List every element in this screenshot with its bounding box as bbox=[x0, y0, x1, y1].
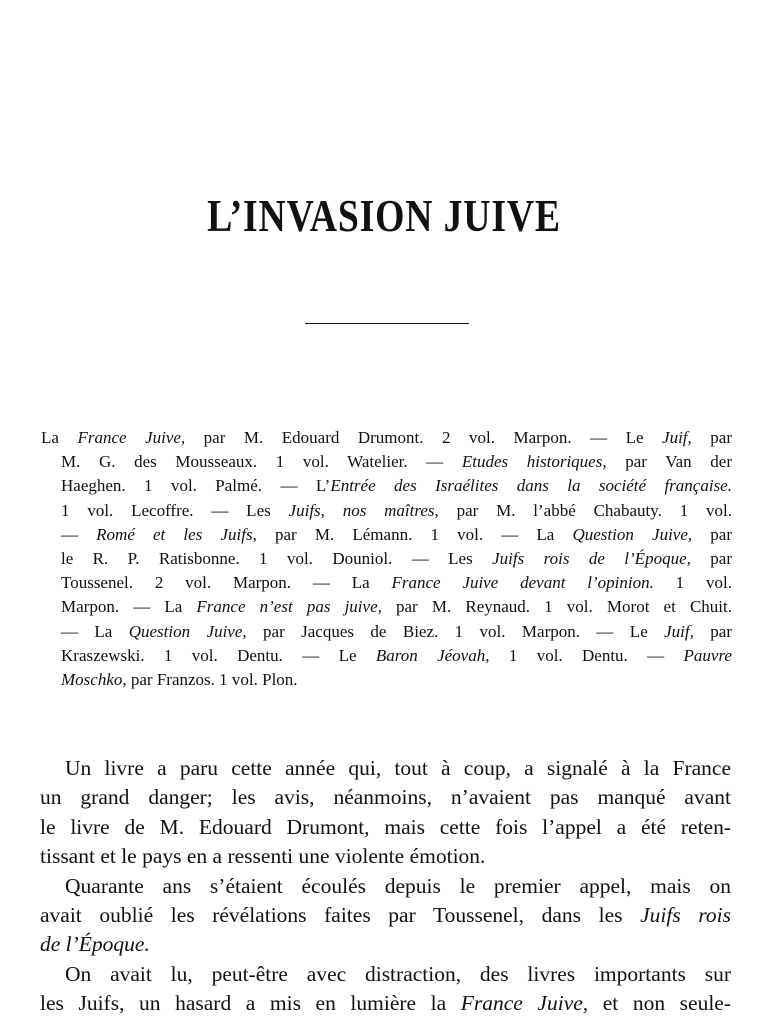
text-run: par Jacques de Biez. 1 vol. Marpon. — Le bbox=[246, 621, 665, 641]
text-run: le livre de M. Edouard Drumont, mais cette fois l’appel a été reten- bbox=[40, 814, 731, 839]
bibliography-note bbox=[41, 426, 733, 692]
italic-title: Etudes historiques, bbox=[461, 452, 607, 472]
text-run: les Juifs, un hasard a mis en lumière la bbox=[40, 991, 461, 1016]
bibliography-line bbox=[61, 571, 732, 595]
page-title: L’INVASION JUIVE bbox=[207, 190, 561, 241]
italic-title: Juifs rois de l’Époque, bbox=[492, 548, 691, 568]
text-run: par Van der bbox=[606, 452, 733, 472]
text-run: le R. P. Ratisbonne. 1 vol. Douniol. — Les bbox=[61, 548, 493, 568]
body-line bbox=[40, 783, 731, 812]
bibliography-line bbox=[61, 499, 732, 523]
body-line bbox=[40, 872, 731, 901]
bibliography-line bbox=[61, 644, 732, 668]
text-run: Kraszewski. 1 vol. Dentu. — Le bbox=[61, 645, 376, 665]
title-divider bbox=[305, 323, 469, 324]
body-line bbox=[40, 842, 731, 871]
bibliography-line bbox=[61, 523, 732, 547]
body-line bbox=[40, 754, 731, 783]
body-line bbox=[40, 960, 731, 989]
bibliography-line bbox=[61, 450, 732, 474]
text-run: Haeghen. 1 vol. Palmé. — L’ bbox=[61, 476, 331, 496]
body-line bbox=[40, 930, 731, 959]
italic-title: Question Juive, bbox=[128, 621, 247, 641]
text-run: 1 vol. bbox=[653, 573, 732, 593]
text-run: un grand danger; les avis, néanmoins, n’avaient pas manqué avant bbox=[40, 785, 731, 810]
text-run: 1 vol. Dentu. — bbox=[489, 645, 684, 665]
text-run: par bbox=[692, 524, 732, 544]
italic-title: France n’est pas juive, bbox=[196, 597, 382, 617]
text-run: par M. Reynaud. 1 vol. Morot et Chuit. bbox=[381, 597, 732, 617]
bibliography-line bbox=[61, 547, 732, 571]
text-run: avait oublié les révélations faites par Toussenel, dans les bbox=[40, 902, 641, 927]
text-run: — bbox=[61, 524, 97, 544]
text-run: 1 vol. Lecoffre. — Les bbox=[61, 500, 289, 520]
text-run: par bbox=[693, 621, 732, 641]
text-run: par bbox=[690, 548, 732, 568]
bibliography-line bbox=[41, 426, 732, 450]
italic-title: Romé et les Juifs, bbox=[96, 524, 257, 544]
text-run: Marpon. — La bbox=[61, 597, 197, 617]
text-run: On avait lu, peut-être avec distraction, des livres importants sur bbox=[65, 961, 731, 986]
italic-title: Pauvre bbox=[683, 645, 732, 665]
text-run: par M. Edouard Drumont. 2 vol. Marpon. — Le bbox=[185, 428, 663, 447]
body-text bbox=[40, 754, 731, 1019]
text-run: par M. l’abbé Chabauty. 1 vol. bbox=[438, 500, 732, 520]
text-run: tissant et le pays en a ressenti une violente émotion. bbox=[40, 844, 486, 869]
italic-title: Moschko, bbox=[61, 669, 127, 689]
bibliography-line bbox=[61, 474, 732, 498]
italic-title: Juifs rois bbox=[640, 902, 731, 927]
italic-title: de l’Époque. bbox=[40, 932, 150, 957]
italic-title: Question Juive, bbox=[572, 524, 693, 544]
text-run: Toussenel. 2 vol. Marpon. — La bbox=[61, 573, 392, 593]
text-run: par Franzos. 1 vol. Plon. bbox=[126, 669, 298, 689]
text-run: Un livre a paru cette année qui, tout à coup, a signalé à la France bbox=[65, 756, 731, 780]
text-run: et non seule- bbox=[588, 991, 731, 1016]
text-run: par M. Lémann. 1 vol. — La bbox=[256, 524, 573, 544]
body-line bbox=[40, 813, 731, 842]
text-run: M. G. des Mousseaux. 1 vol. Watelier. — bbox=[61, 452, 462, 472]
italic-title: France Juive, bbox=[77, 428, 186, 447]
italic-title: Juifs, nos maîtres, bbox=[288, 500, 439, 520]
body-line bbox=[40, 901, 731, 930]
text-run: Quarante ans s’étaient écoulés depuis le premier appel, mais on bbox=[65, 873, 731, 898]
italic-title: Baron Jéovah, bbox=[375, 645, 490, 665]
bibliography-line bbox=[61, 620, 732, 644]
italic-title: France Juive devant l’opinion. bbox=[391, 573, 654, 593]
italic-title: France Juive, bbox=[460, 991, 589, 1016]
italic-title: Juif, bbox=[664, 621, 694, 641]
text-run: — La bbox=[61, 621, 129, 641]
text-run: par bbox=[691, 428, 732, 447]
body-line bbox=[40, 989, 731, 1018]
bibliography-line bbox=[61, 668, 732, 692]
bibliography-line bbox=[61, 595, 732, 619]
text-run: La bbox=[41, 428, 78, 447]
italic-title: Juif, bbox=[662, 428, 692, 447]
italic-title: Entrée des Israélites dans la société française. bbox=[330, 476, 732, 496]
